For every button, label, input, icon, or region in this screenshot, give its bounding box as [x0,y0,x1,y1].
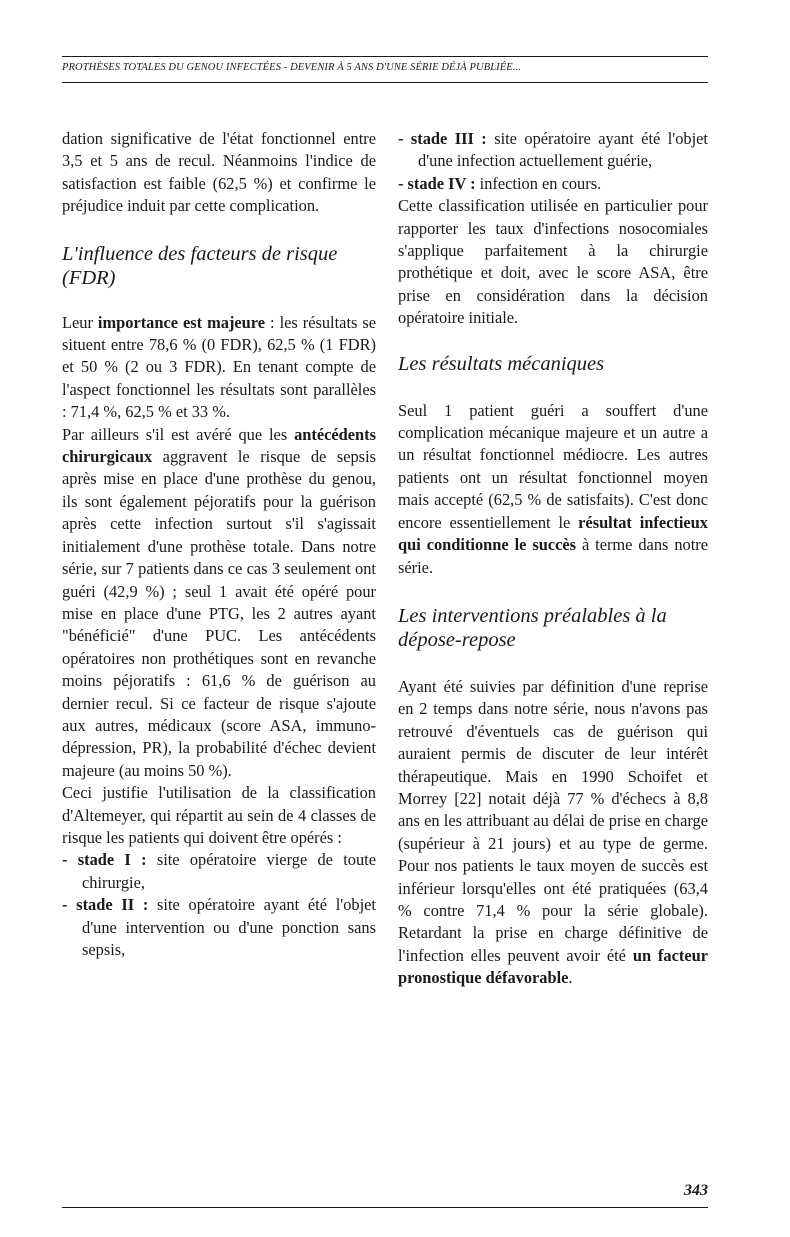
section-heading-risk-factors: L'influence des facteurs de risque (FDR) [62,242,338,289]
stage-text: site opératoire ayant été l'objet d'une intervention ou d'une ponction sans sepsis, [82,895,376,959]
stage-text: site opératoire vierge de toute chirurgie, [82,850,377,892]
left-column [62,128,376,961]
paragraph: Cette classification utilisée en particulier pour rapporter les taux d'infections nosocomiales s'applique parfaitement à la chirurgie prothétique et doit, avec le score ASA, être prise en considération dans la décision opératoire initiale. [398,196,708,328]
text: Par ailleurs s'il est avéré que les [62,424,295,444]
list-item-stage-2 [62,894,376,961]
stage-label: - stade IV : [398,173,476,193]
paragraph: dation significative de l'état fonctionnel entre 3,5 et 5 ans de recul. Néanmoins l'indice de satisfaction est faible (62,5 %) et confirme le préjudice induit par cette complication. [62,129,376,216]
text: à terme dans notre série. [398,535,708,577]
header-rule-bottom [62,82,708,83]
list-item-stage-1 [62,849,376,894]
text: Seul 1 patient guéri a souffert d'une complication mécanique majeure et un autre a un résultat fonctionnel médiocre. Les autres patients ont un résultat fonctionnel moyen mais accepté (62,5 % de satisfaits). C'est donc encore essentiellement le [398,400,708,532]
paragraph: Ceci justifie l'utilisation de la classification d'Altemeyer, qui répartit au sein de 4 classes de risque les patients qui doivent être opérés : [62,783,376,847]
paragraph [398,400,708,579]
text: . [568,968,573,988]
text: aggravent le risque de sepsis après mise en place d'une prothèse du genou, ils sont également péjoratifs pour la guérison après cette infection surtout s'il s'agissait initialement d'une prothèse totale. Dans notre série, sur 7 patients dans ce cas 3 seulement ont guéri (42,9 %) ; seul 1 avait été opéré pour mise en place d'une PTG, les 2 autres ayant "bénéficié" d'une PUC. Les antécédents opératoires non prothétiques sont en revanche moins péjoratifs : 61,6 % de guérison au dernier recul. Si ce facteur de risque s'ajoute aux autres, médicaux (score ASA, immuno-dépression, PR), la probabilité d'échec devient majeure (au moins 50 %). [62,447,376,780]
paragraph [62,312,376,424]
list-item-stage-3 [398,128,708,173]
right-column [398,128,708,990]
section-heading-prior-interventions: Les interventions préalables à la dépose-repose [398,604,667,651]
header-rule-top [62,56,708,57]
text: Leur [62,312,98,332]
section-heading-mechanical-results: Les résultats mécaniques [398,352,605,375]
page-number: 343 [684,1182,708,1199]
text: : les résultats se situent entre 78,6 % (0 FDR), 62,5 % (1 FDR) et 50 % (2 ou 3 FDR). En tenant compte de l'aspect fonctionnel les résultats sont parallèles : 71,4 %, 62,5 % et 33 %. [62,312,376,422]
list-item-stage-4 [398,173,708,195]
bold-text: antécédents chirurgicaux [62,424,376,467]
stage-label: - stade II : [62,895,149,915]
paragraph [398,676,708,990]
footer-rule [62,1207,708,1208]
bold-text: un facteur pronostique défavorable [398,945,708,988]
stage-label: - stade I : [62,850,147,870]
paragraph [62,424,376,783]
running-title: PROTHÈSES TOTALES DU GENOU INFECTÉES - DEVENIR À 5 ANS D'UNE SÉRIE DÉJÀ PUBLIÉE... [62,62,521,73]
stage-label: - stade III : [398,129,487,148]
text: Ayant été suivies par définition d'une reprise en 2 temps dans notre série, nous n'avons pas retrouvé d'éventuels cas de guérison qui auraient permis de discuter de leur intérêt thérapeutique. Mais en 1990 Schoifet et Morrey [22] notait déjà 77 % d'échecs à 8,8 ans en les attribuant au délai de prise en charge (supérieur à 21 jours) et au type de germe. Pour nos patients le taux moyen de succès est inférieur lorsqu'elles ont été pratiquées (63,4 % contre 71,4 % pour la série globale). Retardant la prise en charge définitive de l'infection elles peuvent avoir été [398,676,708,965]
stage-text: site opératoire ayant été l'objet d'une infection actuellement guérie, [418,129,708,171]
stage-text: infection en cours. [475,173,602,193]
bold-text: résultat infectieux qui conditionne le succès [398,512,708,555]
bold-text: importance est majeure [97,312,266,332]
